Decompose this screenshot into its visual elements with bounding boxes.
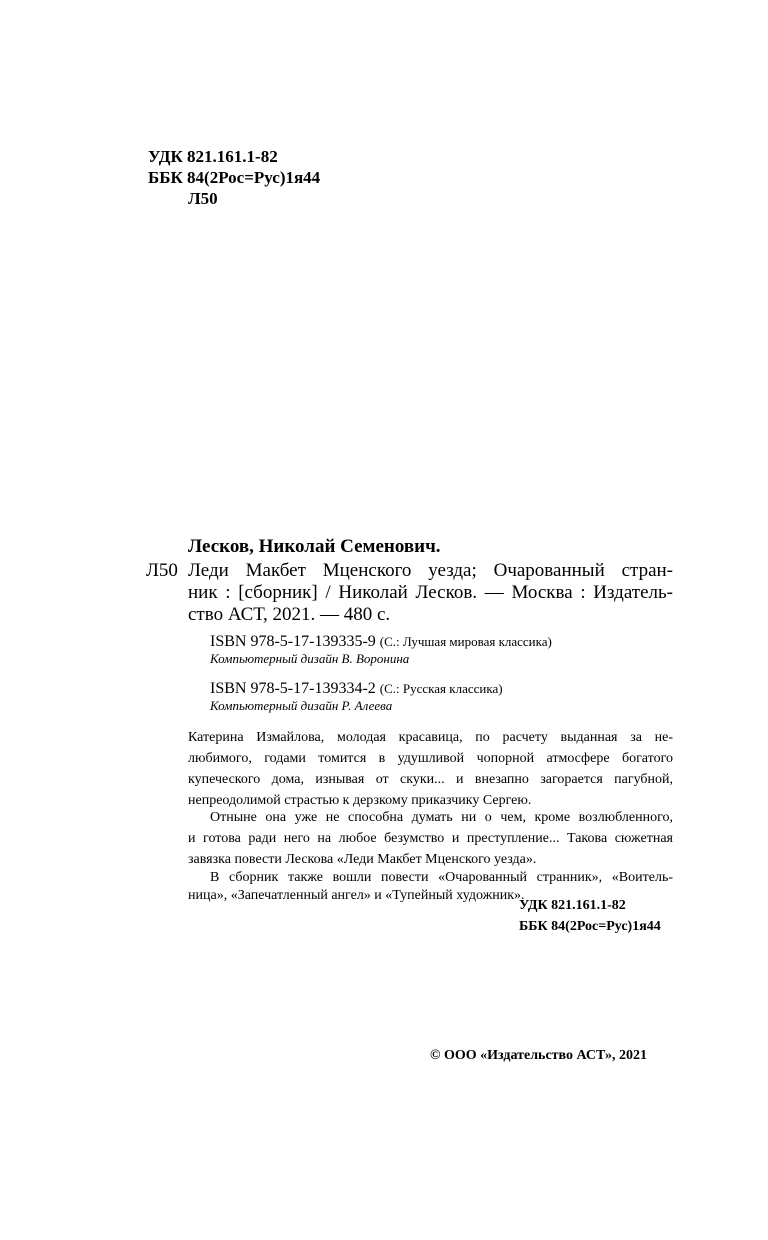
- isbn-series: (С.: Русская классика): [379, 681, 503, 696]
- isbn-line: [210, 680, 503, 698]
- annotation-line: и готова ради него на любое безумство и преступление... Такова сюжетная: [188, 831, 673, 846]
- annotation-line: Отныне она уже не способна думать ни о чем, кроме возлюбленного,: [210, 810, 673, 825]
- record-line-2: ник : [сборник] / Николай Лесков. — Москва : Издатель-: [188, 582, 673, 603]
- bottom-bbk-code: ББК 84(2Рос=Рус)1я44: [519, 919, 661, 934]
- top-author-code: Л50: [188, 189, 218, 208]
- isbn-number: ISBN 978-5-17-139335-9: [210, 633, 376, 650]
- top-udk-code: УДК 821.161.1-82: [148, 147, 278, 166]
- isbn-series: (С.: Лучшая мировая классика): [379, 634, 552, 649]
- top-bbk-code: ББК 84(2Рос=Рус)1я44: [148, 168, 321, 187]
- isbn-number: ISBN 978-5-17-139334-2: [210, 680, 376, 697]
- record-line-1: Леди Макбет Мценского уезда; Очарованный стран-: [188, 560, 673, 581]
- designer-credit: Компьютерный дизайн Р. Алеева: [210, 698, 393, 713]
- annotation-line: непреодолимой страстью к дерзкому приказчику Сергею.: [188, 793, 532, 808]
- annotation-line: купеческого дома, изнывая от скуки... и внезапно загорается пагубной,: [188, 772, 673, 787]
- copyright-notice: © ООО «Издательство АСТ», 2021: [430, 1048, 648, 1063]
- author-name: Лесков, Николай Семенович.: [188, 536, 441, 557]
- record-line-3: ство АСТ, 2021. — 480 с.: [188, 604, 391, 625]
- annotation-line: ница», «Запечатленный ангел» и «Тупейный художник».: [188, 888, 525, 903]
- bottom-udk-code: УДК 821.161.1-82: [519, 898, 626, 913]
- annotation-line: В сборник также вошли повести «Очарованный странник», «Воитель-: [210, 870, 673, 885]
- record-author-code: Л50: [146, 560, 178, 581]
- annotation-line: любимого, годами томится в удушливой чопорной атмосфере богатого: [188, 751, 673, 766]
- annotation-line: завязка повести Лескова «Леди Макбет Мценского уезда».: [188, 852, 537, 867]
- isbn-line: [210, 633, 552, 651]
- annotation-line: Катерина Измайлова, молодая красавица, по расчету выданная за не-: [188, 730, 673, 745]
- designer-credit: Компьютерный дизайн В. Воронина: [210, 651, 410, 666]
